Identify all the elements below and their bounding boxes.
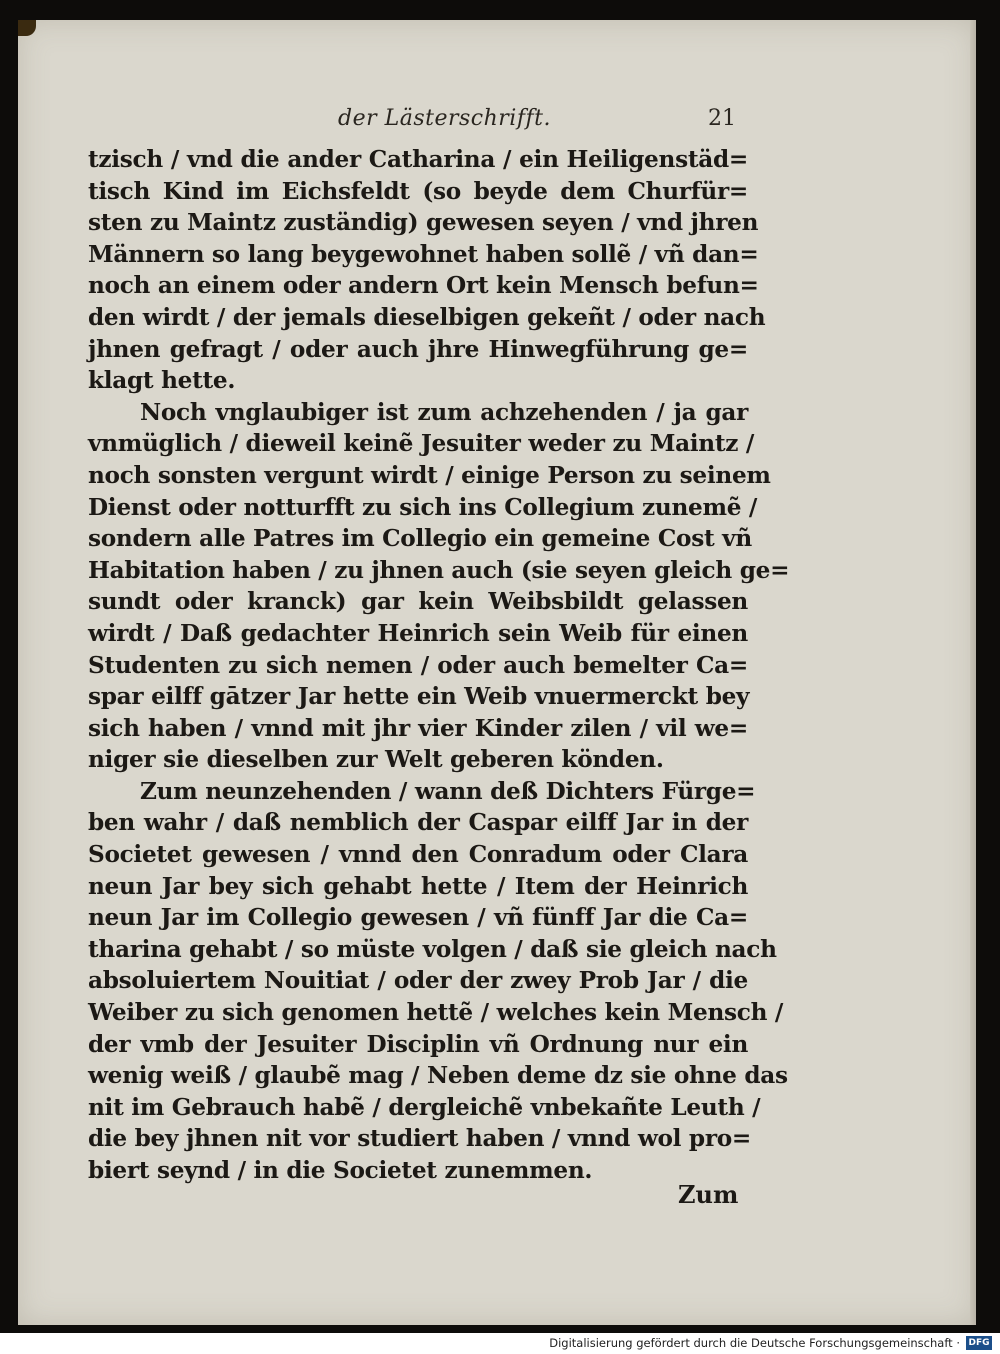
running-head-title: der Lästerschrifft. (338, 106, 551, 131)
text-line: die bey jhnen nit vor studiert haben / vnnd wol pro= (88, 1125, 752, 1153)
book-page (18, 20, 976, 1325)
text-line: Studenten zu sich nemen / oder auch bemelter Ca= (88, 651, 748, 679)
text-line: biert seynd / in die Societet zunemmen. (88, 1157, 593, 1184)
text-line: nit im Gebrauch habẽ / dergleichẽ vnbekañte Leuth / (88, 1093, 761, 1121)
text-line: neun Jar im Collegio gewesen / vñ fünff Jar die Ca= (88, 904, 748, 932)
body-text (88, 144, 790, 1187)
text-line: spar eilff gātzer Jar hette ein Weib vnuermerckt bey (88, 683, 750, 711)
text-line: Dienst oder notturfft zu sich ins Collegium zunemẽ / (88, 493, 758, 521)
text-line: wenig weiß / glaubẽ mag / Neben deme dz sie ohne das (88, 1062, 788, 1090)
text-line: Habitation haben / zu jhnen auch (sie seyen gleich ge= (88, 556, 790, 584)
text-line: neun Jar bey sich gehabt hette / Item der Heinrich (88, 872, 748, 900)
text-line: sondern alle Patres im Collegio ein gemeine Cost vñ (88, 525, 752, 553)
text-line: ben wahr / daß nemblich der Caspar eilff Jar in der (88, 809, 748, 837)
text-line: sich haben / vnnd mit jhr vier Kinder zilen / vil we= (88, 714, 748, 742)
footer-bar (0, 1333, 1000, 1354)
text-line: klagt hette. (88, 367, 236, 395)
text-line: tzisch / vnd die ander Catharina / ein Heiligenstäd= (88, 146, 748, 173)
paragraph-start-line: Zum neunzehenden / wann deß Dichters Fürge= (140, 777, 756, 805)
text-line: sten zu Maintz zuständig) gewesen seyen / vnd jhren (88, 209, 759, 237)
text-line: der vmb der Jesuiter Disciplin vñ Ordnung nur ein (88, 1030, 748, 1058)
text-line: Societet gewesen / vnnd den Conradum oder Clara (88, 841, 748, 869)
dfg-logo: DFG (966, 1336, 992, 1350)
text-line: Weiber zu sich genomen hettẽ / welches kein Mensch / (88, 999, 784, 1027)
page-edge (970, 20, 976, 1325)
page-number: 21 (708, 106, 736, 131)
page-corner-mark (18, 20, 36, 36)
text-line: den wirdt / der jemals dieselbigen gekeñt / oder nach (88, 303, 766, 331)
text-line: Männern so lang beygewohnet haben sollẽ / vñ dan= (88, 240, 759, 268)
text-line: absoluiertem Nouitiat / oder der zwey Prob Jar / die (88, 967, 748, 995)
funding-credit: Digitalisierung gefördert durch die Deutsche Forschungsgemeinschaft · (549, 1336, 960, 1350)
text-line: sundt oder kranck) gar kein Weibsbildt gelassen (88, 588, 748, 616)
text-line: tharina gehabt / so müste volgen / daß sie gleich nach (88, 935, 777, 963)
text-line: wirdt / Daß gedachter Heinrich sein Weib für einen (88, 619, 748, 647)
text-line: vnmüglich / dieweil keinẽ Jesuiter weder zu Maintz / (88, 430, 755, 458)
text-line: noch sonsten vergunt wirdt / einige Person zu seinem (88, 461, 771, 489)
text-line: jhnen gefragt / oder auch jhre Hinwegführung ge= (88, 335, 748, 363)
text-line: noch an einem oder andern Ort kein Mensch befun= (88, 272, 759, 300)
paragraph-start-line: Noch vnglaubiger ist zum achzehenden / ja gar (140, 398, 748, 426)
catchword: Zum (678, 1180, 739, 1209)
text-line: tisch Kind im Eichsfeldt (so beyde dem Churfür= (88, 177, 748, 205)
text-line: niger sie dieselben zur Welt geberen könden. (88, 746, 664, 774)
